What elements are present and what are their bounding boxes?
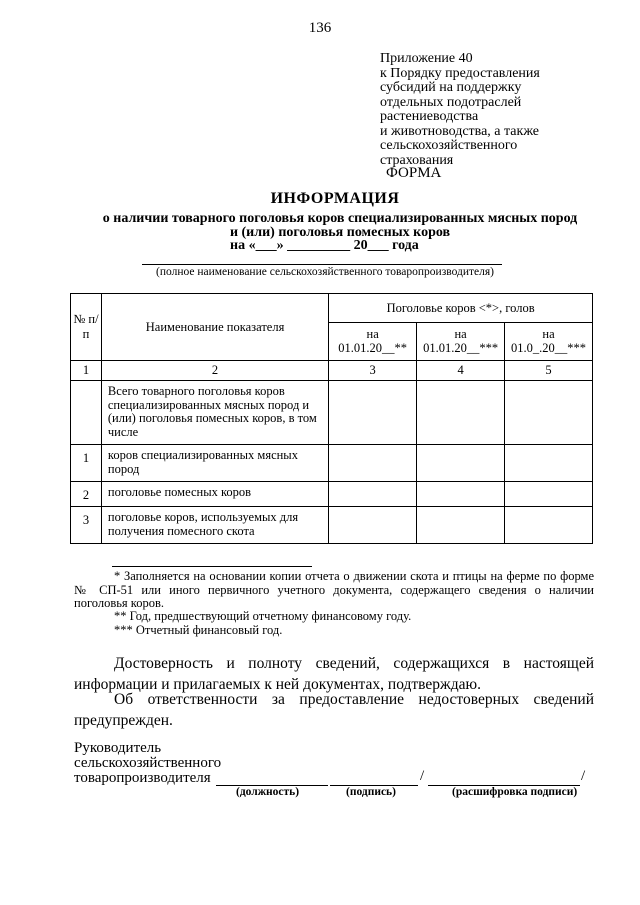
row-name: коров специализированных мясных пород — [101, 445, 328, 482]
period-cell — [329, 323, 417, 361]
annex-line: растениеводства — [380, 109, 479, 124]
footnote-1: * Заполняется на основании копии отчета о движении скота и птицы на ферме по форме № СП-51 или иного первичного учетного документа, содержащего сведения о наличии поголовья коров. — [74, 569, 594, 610]
footnote-2: ** Год, предшествующий отчетному финансовому году. — [114, 609, 412, 623]
period-cell — [417, 323, 505, 361]
period-prefix: на — [542, 327, 555, 341]
value-cell — [417, 445, 505, 482]
value-cell — [417, 482, 505, 507]
producer-caption: (полное наименование сельскохозяйственного товаропроизводителя) — [156, 266, 494, 278]
signature-title-line-2: сельскохозяйственного — [74, 755, 222, 771]
period-cell — [505, 323, 593, 361]
period-prefix: на — [454, 327, 467, 341]
subtitle-line-1: о наличии товарного поголовья коров специализированных мясных пород — [102, 211, 578, 226]
table-row — [71, 507, 593, 544]
document-title: ИНФОРМАЦИЯ — [270, 190, 400, 207]
row-number: 3 — [71, 507, 102, 544]
confirmation-paragraph: Достоверность и полноту сведений, содержащихся в настоящей информации и прилагаемых к ней документах, подтверждаю. — [74, 655, 594, 693]
column-number-row — [71, 361, 593, 381]
column-number: 2 — [101, 361, 328, 381]
annex-line: страхования — [380, 152, 454, 168]
form-label: ФОРМА — [386, 165, 442, 181]
subtitle-line-2: и (или) поголовья помесных коров — [229, 224, 451, 240]
period-date: 01.01.20__*** — [423, 340, 499, 355]
responsibility-paragraph: Об ответственности за предоставление недостоверных сведений предупрежден. — [74, 691, 594, 729]
value-cell — [417, 507, 505, 544]
caption-signature: (подпись) — [346, 786, 396, 798]
value-cell — [505, 482, 593, 507]
page-number: 136 — [308, 20, 332, 36]
footnote-separator — [112, 566, 312, 567]
value-cell — [505, 381, 593, 445]
column-number: 4 — [417, 361, 505, 381]
info-table — [70, 293, 593, 544]
caption-decode: (расшифровка подписи) — [452, 786, 578, 798]
annex-line: сельскохозяйственного — [380, 138, 518, 153]
caption-position: (должность) — [236, 786, 300, 798]
value-cell — [329, 445, 417, 482]
value-cell — [505, 445, 593, 482]
table-row — [71, 381, 593, 445]
slash-left: / — [420, 768, 425, 784]
table-header-row — [71, 294, 593, 323]
slash-right: / — [581, 768, 586, 784]
annex-line: к Порядку предоставления — [380, 65, 540, 81]
row-number — [71, 381, 102, 445]
annex-line: отдельных подотраслей — [380, 94, 522, 110]
period-date: 01.01.20__** — [338, 340, 408, 355]
column-number: 1 — [71, 361, 102, 381]
row-number: 1 — [71, 445, 102, 482]
annex-line: субсидий на поддержку — [380, 80, 522, 95]
row-name: поголовье коров, используемых для получения помесного скота — [101, 507, 328, 544]
value-cell — [329, 381, 417, 445]
footnote-3: *** Отчетный финансовый год. — [114, 623, 283, 637]
table-row — [71, 445, 593, 482]
column-number: 5 — [505, 361, 593, 381]
row-name: Всего товарного поголовья коров специализированных мясных пород и (или) поголовья помесных коров, в том числе — [101, 381, 328, 445]
annex-line: Приложение 40 — [380, 51, 473, 66]
value-cell — [505, 507, 593, 544]
period-date: 01.0_.20__*** — [511, 340, 587, 355]
table-row — [71, 482, 593, 507]
header-group: Поголовье коров <*>, голов — [329, 294, 593, 323]
period-prefix: на — [366, 327, 379, 341]
value-cell — [329, 482, 417, 507]
value-cell — [329, 507, 417, 544]
document-subtitle — [60, 212, 620, 239]
annex-line: и животноводства, а также — [380, 123, 540, 139]
signature-title-line-3: товаропроизводителя — [74, 770, 211, 786]
row-name: поголовье помесных коров — [101, 482, 328, 507]
signature-block — [74, 741, 221, 786]
column-number: 3 — [329, 361, 417, 381]
row-number: 2 — [71, 482, 102, 507]
header-name: Наименование показателя — [101, 294, 328, 361]
value-cell — [417, 381, 505, 445]
annex-block — [380, 52, 610, 168]
signature-title-line-1: Руководитель — [74, 740, 162, 756]
header-num: № п/п — [71, 294, 102, 361]
producer-name-line — [142, 264, 502, 265]
date-line: на «___» _________ 20___ года — [230, 238, 419, 253]
